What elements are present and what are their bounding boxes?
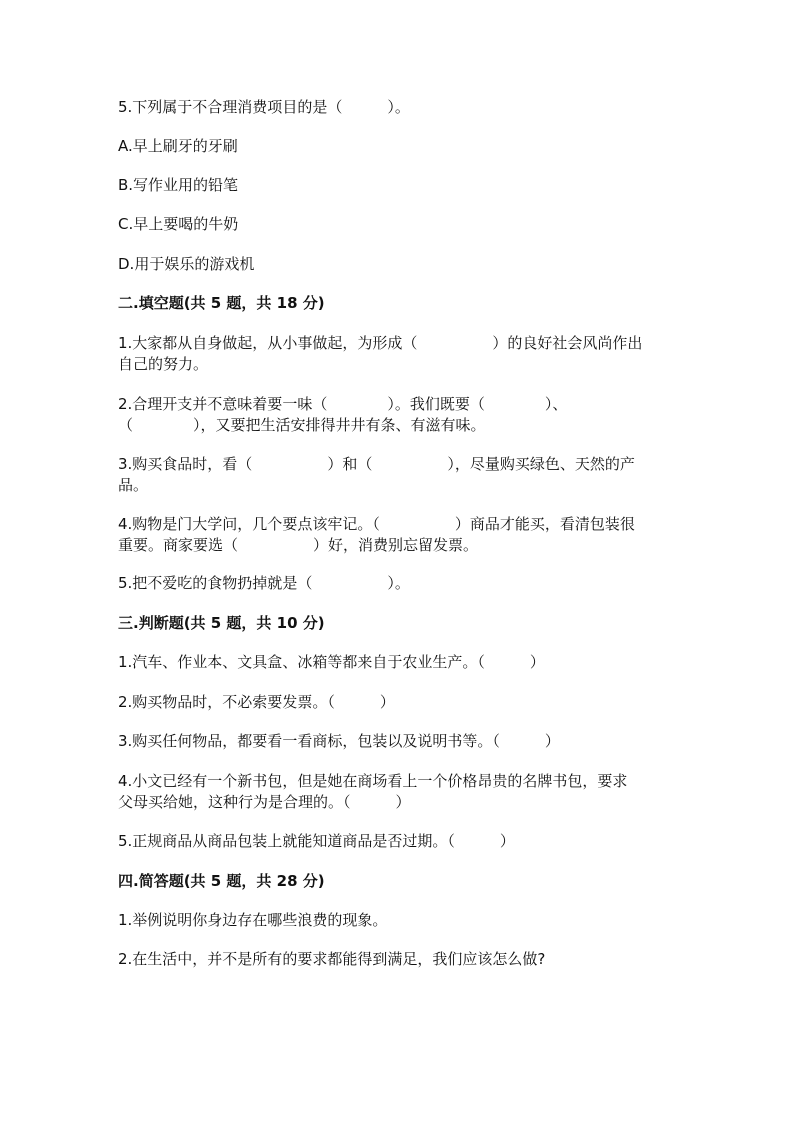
section-3-heading: 三.判断题(共 5 题，共 10 分) xyxy=(118,614,325,632)
option-d: D.用于娱乐的游戏机 xyxy=(118,255,255,273)
fill-q2-line2: （ ），又要把生活安排得井井有条、有滋有味。 xyxy=(118,416,486,434)
section-2-heading: 二.填空题(共 5 题，共 18 分) xyxy=(118,294,325,312)
fill-q4-line1: 4.购物是门大学问，几个要点该牢记。（ ）商品才能买，看清包装很 xyxy=(118,515,635,533)
option-b: B.写作业用的铅笔 xyxy=(118,176,239,194)
judge-q4-line2: 父母买给她，这种行为是合理的。（ ） xyxy=(118,793,411,811)
short-q1: 1.举例说明你身边存在哪些浪费的现象。 xyxy=(118,911,388,929)
option-c: C.早上要喝的牛奶 xyxy=(118,215,239,233)
question-5-stem: 5.下列属于不合理消费项目的是（ ）。 xyxy=(118,98,410,116)
fill-q1-line1: 1.大家都从自身做起，从小事做起，为形成（ ）的良好社会风尚作出 xyxy=(118,334,643,352)
fill-q1-line2: 自己的努力。 xyxy=(118,355,209,373)
judge-q5: 5.正规商品从商品包装上就能知道商品是否过期。（ ） xyxy=(118,832,515,850)
judge-q3: 3.购买任何物品，都要看一看商标，包装以及说明书等。（ ） xyxy=(118,732,560,750)
short-q2: 2.在生活中，并不是所有的要求都能得到满足，我们应该怎么做? xyxy=(118,950,546,968)
fill-q3-line2: 品。 xyxy=(118,476,149,494)
judge-q4-line1: 4.小文已经有一个新书包，但是她在商场看上一个价格昂贵的名牌书包，要求 xyxy=(118,772,628,790)
option-a: A.早上刷牙的牙刷 xyxy=(118,137,238,155)
section-4-heading: 四.简答题(共 5 题，共 28 分) xyxy=(118,872,325,890)
fill-q5: 5.把不爱吃的食物扔掉就是（ ）。 xyxy=(118,574,410,592)
fill-q4-line2: 重要。商家要选（ ）好，消费别忘留发票。 xyxy=(118,536,479,554)
judge-q1: 1.汽车、作业本、文具盒、冰箱等都来自于农业生产。（ ） xyxy=(118,653,545,671)
fill-q2-line1: 2.合理开支并不意味着要一味（ ）。我们既要（ ）、 xyxy=(118,395,568,413)
fill-q3-line1: 3.购买食品时，看（ ）和（ ），尽量购买绿色、天然的产 xyxy=(118,455,635,473)
judge-q2: 2.购买物品时，不必索要发票。（ ） xyxy=(118,693,395,711)
